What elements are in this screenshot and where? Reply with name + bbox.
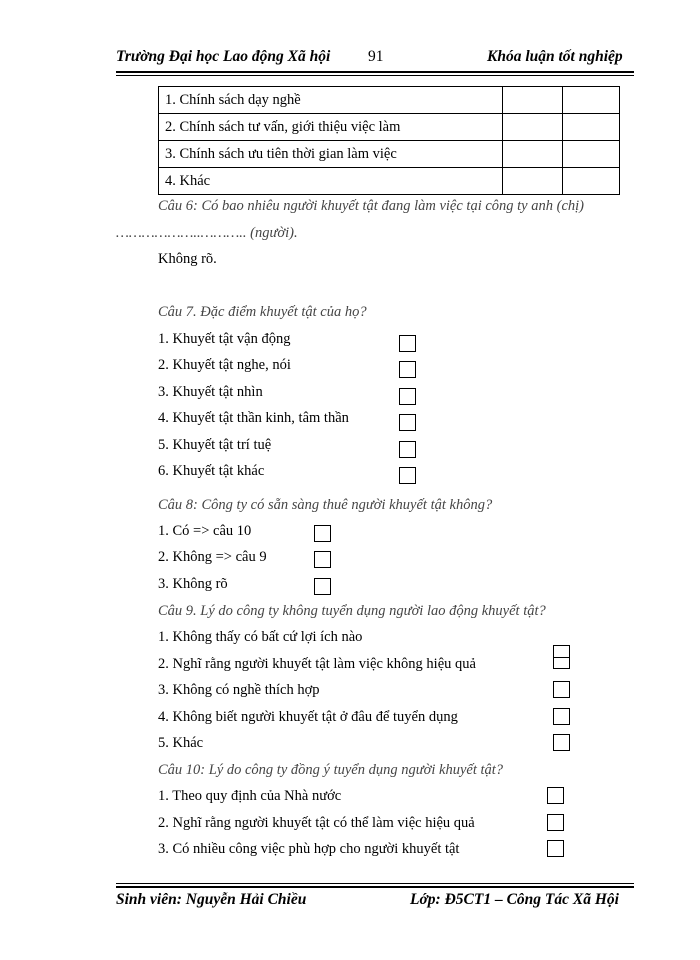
q8-checkbox[interactable] xyxy=(314,551,331,568)
q10-checkbox[interactable] xyxy=(547,814,564,831)
q7-checkbox[interactable] xyxy=(399,441,416,458)
q7-option: 3. Khuyết tật nhìn xyxy=(158,384,263,400)
header-rule-thin xyxy=(116,75,634,76)
q7-checkbox[interactable] xyxy=(399,467,416,484)
q8-question: Câu 8: Công ty có sẵn sàng thuê người khuyết tật không? xyxy=(158,497,493,513)
q10-checkbox[interactable] xyxy=(547,787,564,804)
q10-option: 3. Có nhiều công việc phù hợp cho người khuyết tật xyxy=(158,841,460,857)
table-cell: 4. Khác xyxy=(159,168,503,195)
table-row xyxy=(159,141,620,168)
q8-option: 1. Có => câu 10 xyxy=(158,523,252,539)
q8-option: 3. Không rõ xyxy=(158,576,228,592)
header-school: Trường Đại học Lao động Xã hội xyxy=(116,48,331,65)
q10-checkbox[interactable] xyxy=(547,840,564,857)
q7-question: Câu 7. Đặc điểm khuyết tật của họ? xyxy=(158,304,367,320)
q8-checkbox[interactable] xyxy=(314,525,331,542)
checkbox-divider xyxy=(554,657,569,658)
q6-continuation: ………………..……….. (người). xyxy=(116,225,298,241)
table-cell xyxy=(503,87,563,114)
q10-option: 1. Theo quy định của Nhà nước xyxy=(158,788,342,804)
policy-table xyxy=(158,86,620,195)
table-cell: 1. Chính sách dạy nghề xyxy=(159,87,503,114)
q7-checkbox[interactable] xyxy=(399,388,416,405)
q7-option: 1. Khuyết tật vận động xyxy=(158,331,291,347)
footer-rule-thin xyxy=(116,883,634,884)
footer-student: Sinh viên: Nguyễn Hải Chiều xyxy=(116,891,307,908)
q7-checkbox[interactable] xyxy=(399,335,416,352)
q9-option: 3. Không có nghề thích hợp xyxy=(158,682,320,698)
q9-option: 1. Không thấy có bất cứ lợi ích nào xyxy=(158,629,363,645)
q9-checkbox[interactable] xyxy=(553,708,570,725)
q9-checkbox-stacked[interactable] xyxy=(553,645,570,669)
footer-rule-thick xyxy=(116,886,634,888)
table-cell: 3. Chính sách ưu tiên thời gian làm việc xyxy=(159,141,503,168)
header-rule-thick xyxy=(116,71,634,73)
q7-option: 4. Khuyết tật thần kinh, tâm thần xyxy=(158,410,349,426)
table-cell xyxy=(563,168,620,195)
header-doc-type: Khóa luận tốt nghiệp xyxy=(487,48,623,65)
table-row xyxy=(159,87,620,114)
table-cell xyxy=(563,87,620,114)
q9-option: 2. Nghĩ rằng người khuyết tật làm việc không hiệu quả xyxy=(158,656,476,672)
q9-option: 4. Không biết người khuyết tật ở đâu để tuyển dụng xyxy=(158,709,458,725)
footer-class: Lớp: Đ5CT1 – Công Tác Xã Hội xyxy=(410,891,619,908)
table-cell xyxy=(503,168,563,195)
q6-answer: Không rõ. xyxy=(158,251,217,267)
q10-question: Câu 10: Lý do công ty đồng ý tuyển dụng người khuyết tật? xyxy=(158,762,504,778)
q8-checkbox[interactable] xyxy=(314,578,331,595)
q10-option: 2. Nghĩ rằng người khuyết tật có thể làm việc hiệu quả xyxy=(158,815,475,831)
q7-checkbox[interactable] xyxy=(399,361,416,378)
q8-option: 2. Không => câu 9 xyxy=(158,549,267,565)
table-row xyxy=(159,114,620,141)
table-cell xyxy=(503,141,563,168)
q6-question: Câu 6: Có bao nhiêu người khuyết tật đang làm việc tại công ty anh (chị) xyxy=(158,198,584,214)
q7-option: 2. Khuyết tật nghe, nói xyxy=(158,357,291,373)
q9-checkbox[interactable] xyxy=(553,734,570,751)
q7-option: 5. Khuyết tật trí tuệ xyxy=(158,437,272,453)
q7-checkbox[interactable] xyxy=(399,414,416,431)
table-cell xyxy=(563,114,620,141)
table-cell: 2. Chính sách tư vấn, giới thiệu việc làm xyxy=(159,114,503,141)
page-number: 91 xyxy=(368,48,384,65)
q9-option: 5. Khác xyxy=(158,735,204,751)
q9-checkbox[interactable] xyxy=(553,681,570,698)
table-cell xyxy=(503,114,563,141)
q9-question: Câu 9. Lý do công ty không tuyển dụng người lao động khuyết tật? xyxy=(158,603,546,619)
q7-option: 6. Khuyết tật khác xyxy=(158,463,265,479)
table-cell xyxy=(563,141,620,168)
table-row xyxy=(159,168,620,195)
